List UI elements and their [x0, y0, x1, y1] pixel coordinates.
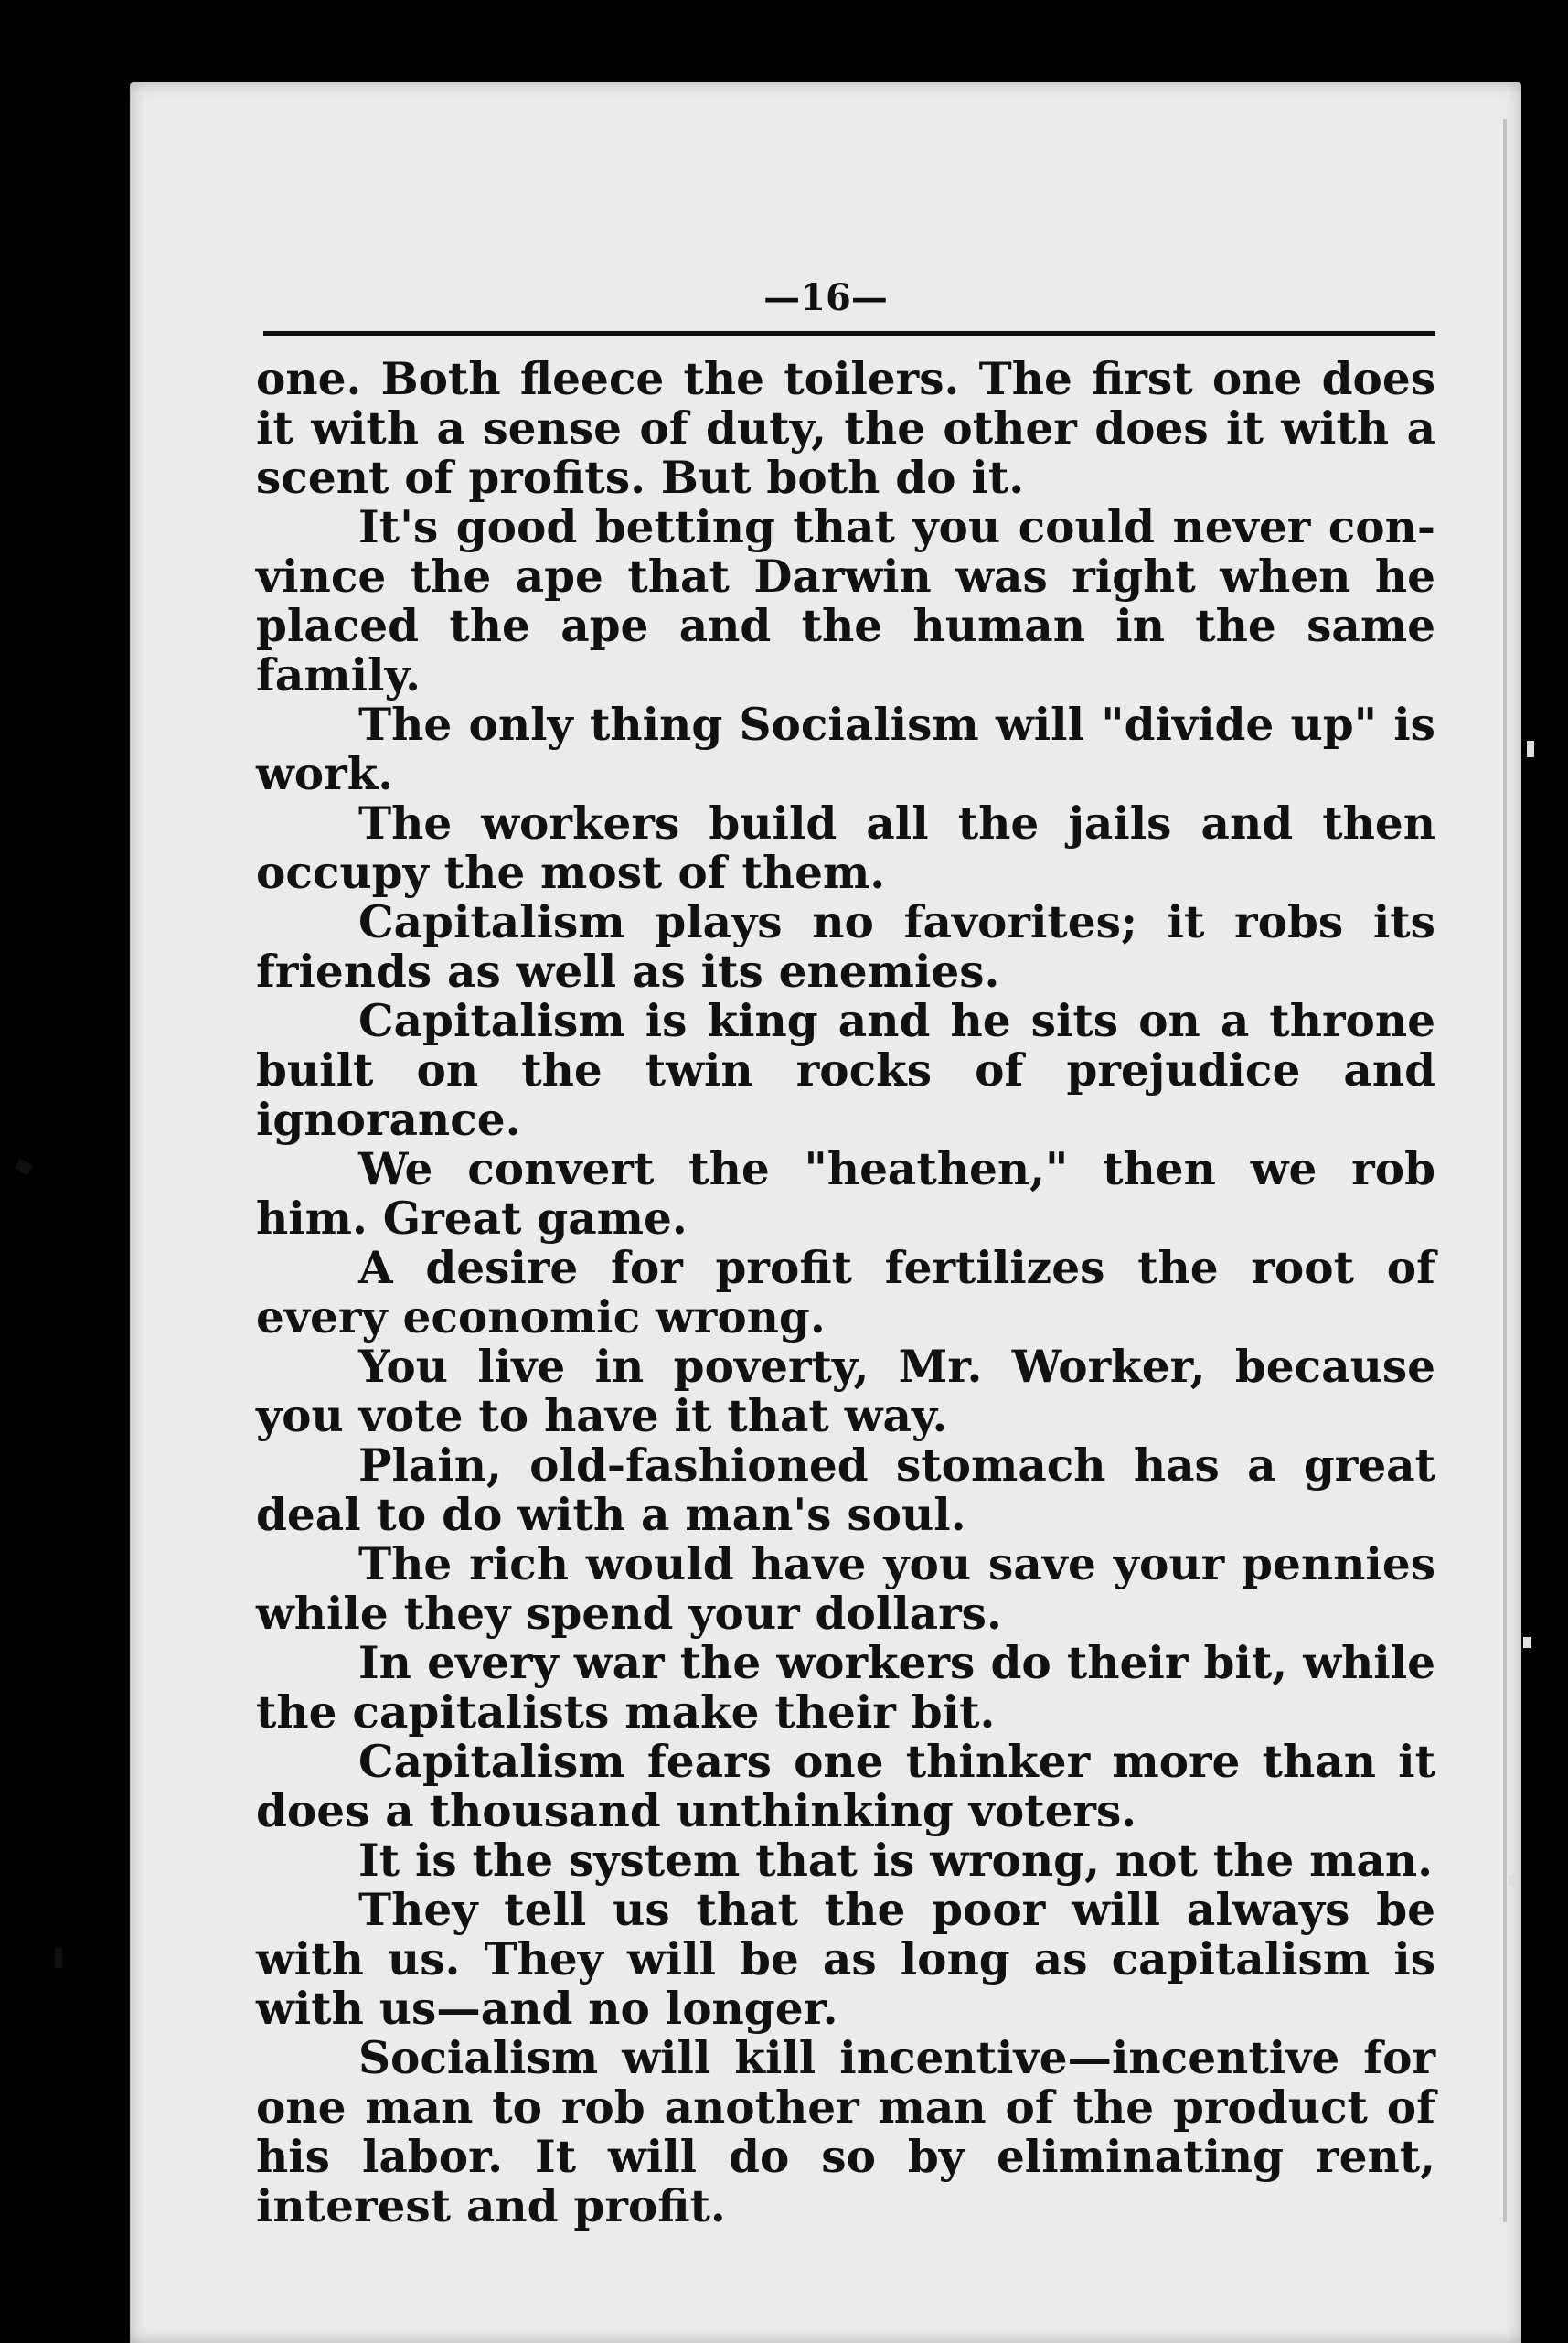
paragraph: Socialism will kill incentive—incentive for one man to rob another man of the product of his labor. It will do so by eliminating rent, interest and profit. [256, 2032, 1435, 2232]
scan-speck [55, 1948, 62, 1968]
paragraph: Plain, old-fashioned stomach has a great deal to do with a man's soul. [256, 1439, 1435, 1541]
scan-speck [15, 1159, 33, 1175]
book-page [130, 82, 1521, 2343]
paragraph: It is the system that is wrong, not the man. [358, 1835, 1434, 1887]
paragraph-continued: one. Both fleece the toilers. The first one does it with a sense of duty, the other does it with a scent of profits. But both do it. [256, 353, 1435, 504]
paragraph: The workers build all the jails and then occupy the most of them. [256, 797, 1435, 899]
paragraph: We convert the "heathen," then we rob him. Great game. [256, 1143, 1435, 1245]
page-edge-shadow [1503, 119, 1507, 2222]
page-text [256, 355, 1435, 2231]
scan-speck [1509, 1875, 1518, 1886]
page-number: —16— [763, 276, 888, 319]
paragraph: It's good betting that you could never con-vince the ape that Darwin was right when he placed the ape and the human in the same family. [256, 501, 1435, 701]
paragraph: You live in poverty, Mr. Worker, because you vote to have it that way. [256, 1341, 1435, 1442]
paragraph: In every war the workers do their bit, while the capitalists make their bit. [256, 1637, 1435, 1739]
paragraph: The rich would have you save your pennies while they spend your dollars. [256, 1538, 1435, 1640]
scan-speck [1527, 741, 1534, 757]
paragraph: Capitalism plays no favorites; it robs its friends as well as its enemies. [256, 896, 1435, 998]
paragraph: A desire for profit fertilizes the root of every economic wrong. [256, 1242, 1435, 1343]
header-rule [263, 331, 1435, 336]
scan-speck [1523, 1637, 1531, 1648]
paragraph: They tell us that the poor will always be with us. They will be as long as capitalism is with us—and no longer. [256, 1884, 1435, 2035]
paragraph: Capitalism fears one thinker more than it does a thousand unthinking voters. [256, 1736, 1435, 1837]
paragraph: The only thing Socialism will "divide up" is work. [256, 699, 1435, 800]
paragraph: Capitalism is king and he sits on a throne built on the twin rocks of prejudice and ignorance. [256, 995, 1435, 1146]
